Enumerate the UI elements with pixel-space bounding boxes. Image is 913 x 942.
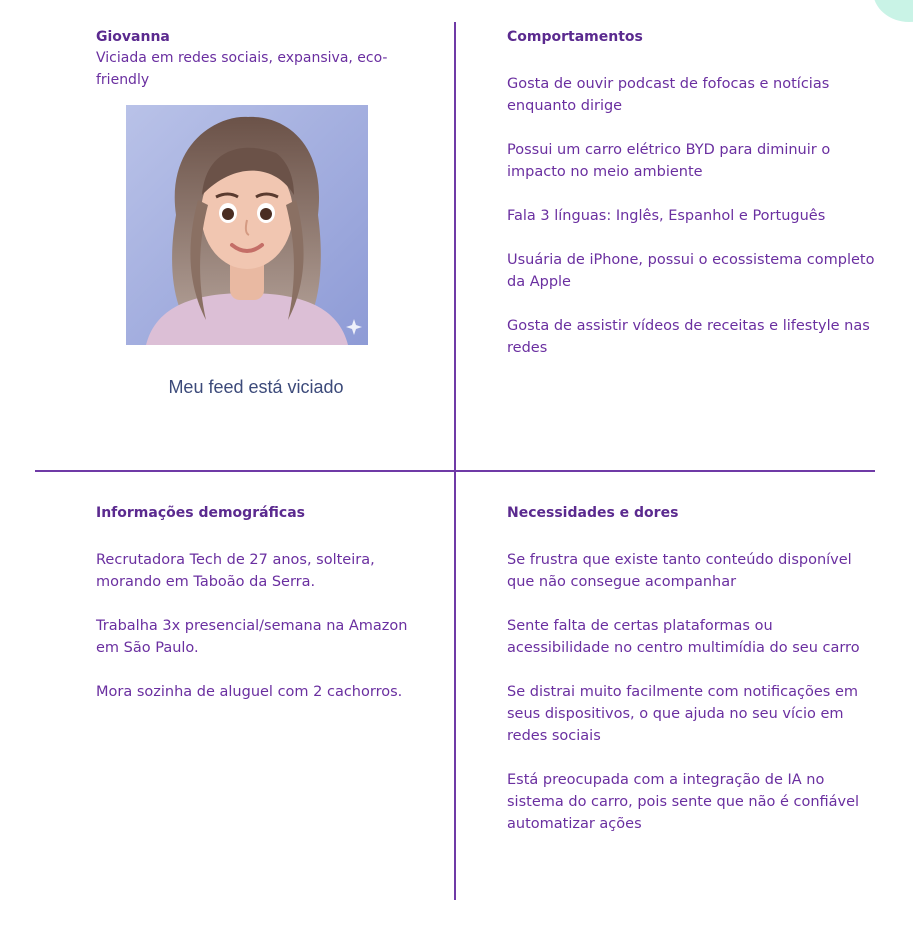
corner-decoration: [873, 0, 913, 22]
list-item: Está preocupada com a integração de IA no sistema do carro, pois sente que não é confiável automatizar ações: [507, 772, 860, 832]
demographics-section: [96, 503, 426, 703]
persona-name: Giovanna: [96, 29, 170, 45]
persona-section: [96, 27, 416, 397]
list-item: Mora sozinha de aluguel com 2 cachorros.: [96, 684, 403, 700]
demographics-list: [96, 549, 426, 703]
behaviors-title: Comportamentos: [507, 29, 643, 45]
woman-avatar-illustration: [126, 105, 368, 345]
vertical-divider: [454, 22, 456, 900]
list-item: Se frustra que existe tanto conteúdo disponível que não consegue acompanhar: [507, 552, 852, 590]
needs-title: Necessidades e dores: [507, 505, 679, 521]
list-item: Possui um carro elétrico BYD para diminuir o impacto no meio ambiente: [507, 142, 831, 180]
list-item: Usuária de iPhone, possui o ecossistema completo da Apple: [507, 252, 875, 290]
horizontal-divider: [35, 470, 875, 472]
needs-list: [507, 549, 877, 835]
list-item: Recrutadora Tech de 27 anos, solteira, morando em Taboão da Serra.: [96, 552, 375, 590]
list-item: Gosta de ouvir podcast de fofocas e notícias enquanto dirige: [507, 76, 830, 114]
behaviors-section: [507, 27, 877, 359]
demographics-title: Informações demográficas: [96, 505, 305, 521]
list-item: Gosta de assistir vídeos de receitas e lifestyle nas redes: [507, 318, 870, 356]
list-item: Trabalha 3x presencial/semana na Amazon em São Paulo.: [96, 618, 408, 656]
list-item: Sente falta de certas plataformas ou acessibilidade no centro multimídia do seu carro: [507, 618, 860, 656]
list-item: Fala 3 línguas: Inglês, Espanhol e Português: [507, 208, 826, 224]
needs-section: [507, 503, 877, 835]
persona-tagline: Meu feed está viciado: [168, 377, 344, 397]
behaviors-list: [507, 73, 877, 359]
persona-subtitle: Viciada em redes sociais, expansiva, eco-friendly: [96, 50, 388, 88]
list-item: Se distrai muito facilmente com notificações em seus dispositivos, o que ajuda no seu vício em redes sociais: [507, 684, 858, 744]
